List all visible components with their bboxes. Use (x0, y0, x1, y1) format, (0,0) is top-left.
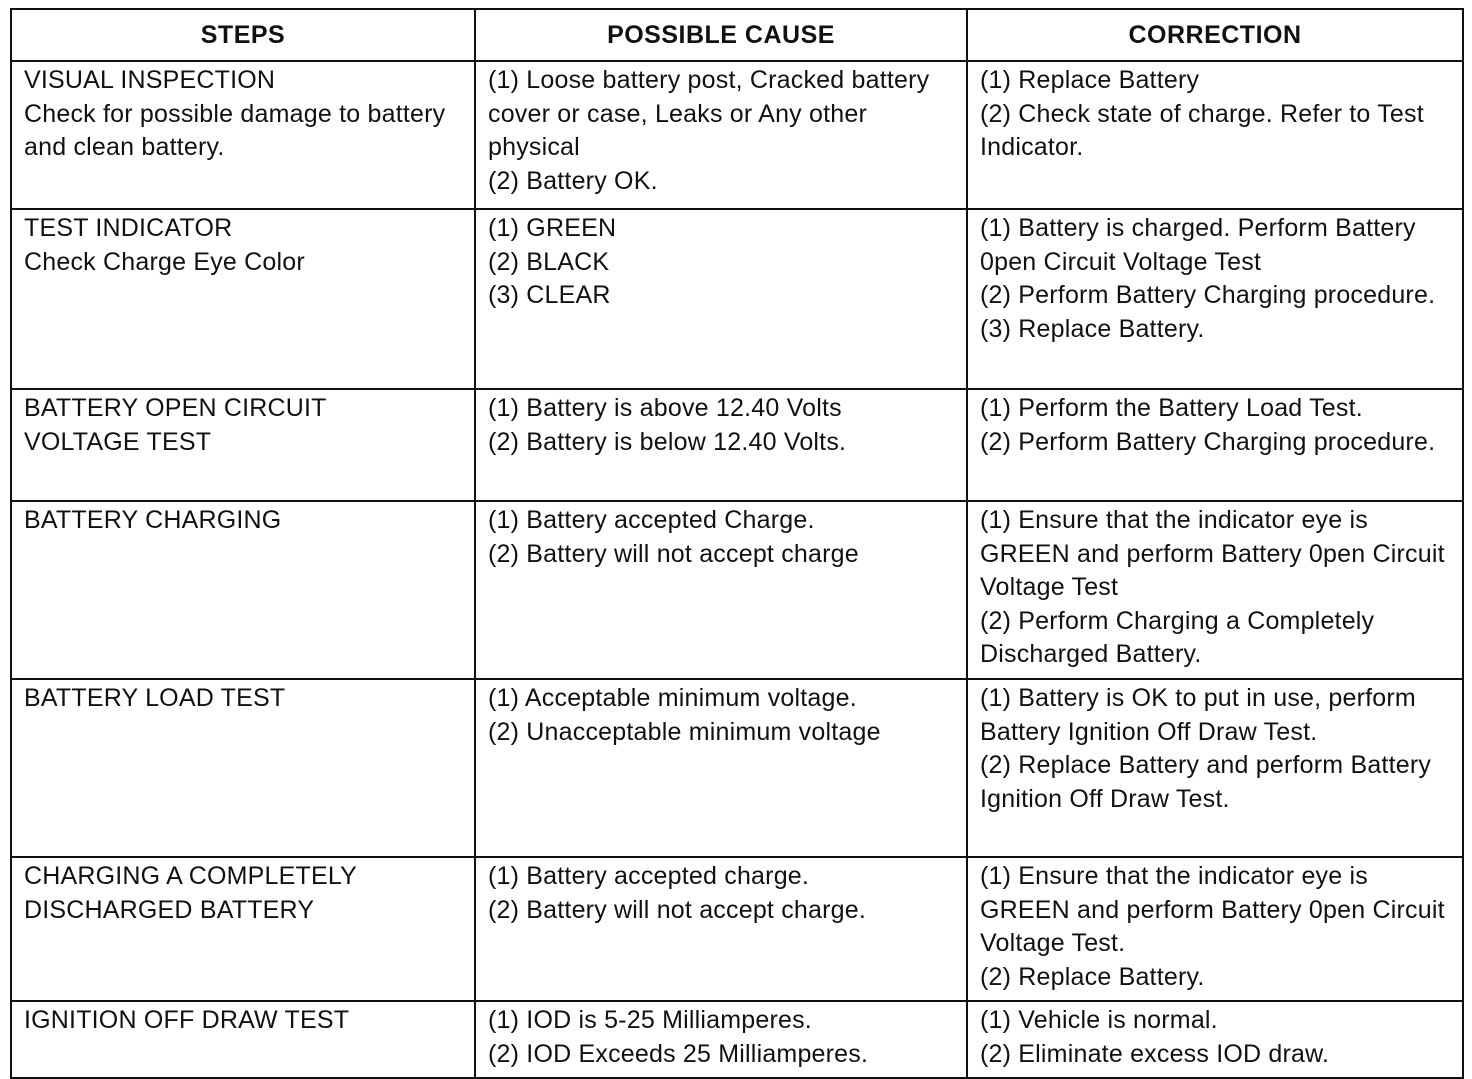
correction-item: (1) Ensure that the indicator eye is GREEN and perform Battery 0pen Circuit Voltage Test. (980, 862, 1445, 957)
correction-item: (1) Ensure that the indicator eye is GREEN and perform Battery 0pen Circuit Voltage Test (980, 506, 1445, 601)
step-title: TEST INDICATOR (24, 214, 233, 242)
correction-cell (967, 209, 1463, 389)
cause-item: (2) Battery is below 12.40 Volts. (488, 427, 847, 456)
header-steps: STEPS (11, 9, 475, 61)
cause-item: (2) BLACK (488, 247, 610, 276)
step-title: IGNITION OFF DRAW TEST (24, 1006, 350, 1034)
header-possible-cause: POSSIBLE CAUSE (475, 9, 967, 61)
correction-item: (2) Replace Battery and perform Battery Ignition Off Draw Test. (980, 751, 1432, 813)
table-row (11, 1001, 1463, 1078)
table-row (11, 61, 1463, 209)
cause-cell (475, 857, 967, 1001)
correction-cell (967, 389, 1463, 501)
battery-diagnosis-table (10, 8, 1464, 1079)
header-row (11, 9, 1463, 61)
cause-cell (475, 679, 967, 857)
correction-item: (2) Replace Battery. (980, 962, 1205, 991)
step-cell (11, 857, 475, 1001)
correction-item: (2) Eliminate excess IOD draw. (980, 1039, 1330, 1068)
cause-cell (475, 209, 967, 389)
header-correction: CORRECTION (967, 9, 1463, 61)
correction-cell (967, 679, 1463, 857)
correction-item: (1) Replace Battery (980, 66, 1200, 94)
cause-cell (475, 1001, 967, 1078)
cause-item: (1) Battery accepted charge. (488, 862, 810, 890)
correction-item: (1) Battery is charged. Perform Battery 0pen Circuit Voltage Test (980, 214, 1416, 276)
step-cell (11, 389, 475, 501)
cause-cell (475, 61, 967, 209)
table-row (11, 209, 1463, 389)
correction-cell (967, 501, 1463, 679)
cause-item: (1) Battery is above 12.40 Volts (488, 394, 842, 422)
cause-item: (2) Battery OK. (488, 166, 658, 195)
step-title: BATTERY LOAD TEST (24, 684, 286, 712)
step-title: BATTERY CHARGING (24, 506, 282, 534)
correction-item: (2) Perform Battery Charging procedure. (980, 427, 1436, 456)
step-cell (11, 209, 475, 389)
table-row (11, 389, 1463, 501)
step-cell (11, 679, 475, 857)
cause-item: (1) Loose battery post, Cracked battery cover or case, Leaks or Any other physical (488, 66, 930, 161)
correction-item: (1) Battery is OK to put in use, perform Battery Ignition Off Draw Test. (980, 684, 1416, 746)
cause-item: (2) IOD Exceeds 25 Milliamperes. (488, 1039, 869, 1068)
cause-cell (475, 501, 967, 679)
table-row (11, 679, 1463, 857)
step-detail: Check Charge Eye Color (24, 247, 305, 276)
step-cell (11, 1001, 475, 1078)
cause-item: (1) Battery accepted Charge. (488, 506, 815, 534)
table-row (11, 501, 1463, 679)
correction-item: (3) Replace Battery. (980, 314, 1205, 343)
correction-item: (1) Perform the Battery Load Test. (980, 394, 1363, 422)
cause-item: (3) CLEAR (488, 281, 611, 309)
battery-diagnosis-sheet (10, 8, 1462, 1079)
correction-item: (1) Vehicle is normal. (980, 1006, 1218, 1034)
correction-cell (967, 857, 1463, 1001)
cause-item: (1) GREEN (488, 214, 617, 242)
correction-item: (2) Perform Charging a Completely Discharged Battery. (980, 606, 1375, 668)
correction-cell (967, 61, 1463, 209)
cause-item: (1) IOD is 5-25 Milliamperes. (488, 1006, 812, 1034)
cause-item: (2) Battery will not accept charge (488, 539, 859, 568)
correction-item: (2) Perform Battery Charging procedure. (980, 281, 1436, 309)
step-title: VISUAL INSPECTION (24, 66, 276, 94)
correction-item: (2) Check state of charge. Refer to Test Indicator. (980, 99, 1424, 161)
table-row (11, 857, 1463, 1001)
step-title: BATTERY OPEN CIRCUIT VOLTAGE TEST (24, 394, 327, 456)
step-title: CHARGING A COMPLETELY DISCHARGED BATTERY (24, 862, 357, 924)
step-cell (11, 61, 475, 209)
cause-item: (1) Acceptable minimum voltage. (488, 684, 857, 712)
cause-item: (2) Battery will not accept charge. (488, 895, 866, 924)
step-detail: Check for possible damage to battery and clean battery. (24, 99, 446, 161)
step-cell (11, 501, 475, 679)
correction-cell (967, 1001, 1463, 1078)
cause-cell (475, 389, 967, 501)
cause-item: (2) Unacceptable minimum voltage (488, 717, 881, 746)
